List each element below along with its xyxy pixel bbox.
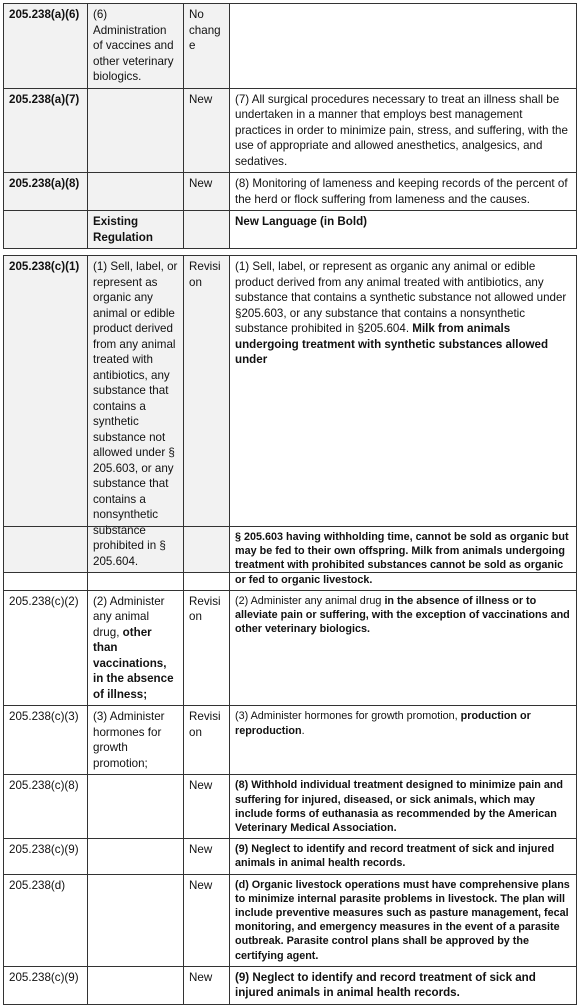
action-cell: New bbox=[184, 88, 230, 173]
action-cell: New bbox=[184, 966, 230, 1004]
new-language-plain: (3) Administer hormones for growth promotion, bbox=[235, 710, 458, 723]
table-row bbox=[4, 527, 577, 591]
table-row bbox=[4, 706, 577, 775]
existing-cell bbox=[88, 839, 184, 874]
action-cell: New bbox=[184, 173, 230, 211]
table-row bbox=[4, 590, 577, 706]
section-cell: 205.238(c)(3) bbox=[4, 706, 88, 775]
existing-plain: (2) Administer any animal drug, bbox=[93, 594, 165, 639]
header-section-cell bbox=[4, 211, 88, 249]
new-language-cell: (d) Organic livestock operations must have comprehensive plans to minimize internal parasite problems in livestock. The plan will include preventive measures such as pasture management, fecal monitoring, and emergency measures in the event of a parasite outbreak. Parasite control plans shall be approved by the certifying agent. bbox=[230, 874, 577, 966]
action-cell: New bbox=[184, 775, 230, 839]
table-row bbox=[4, 839, 577, 874]
existing-cell bbox=[88, 966, 184, 1004]
new-language-plain: (2) Administer any animal drug bbox=[235, 594, 382, 607]
new-language-bold: § 205.603 having withholding time, cannot be sold as organic but may be fed to their own offspring. Milk from animals undergoing treatment with prohibited substances cannot be sold as organic or fed to organic livestock. bbox=[235, 531, 569, 586]
table-row bbox=[4, 4, 577, 89]
new-language-cell: (8) Monitoring of lameness and keeping records of the percent of the herd or flock suffering from lameness and the causes. bbox=[230, 173, 577, 211]
action-cell: New bbox=[184, 839, 230, 874]
existing-cell bbox=[88, 874, 184, 966]
new-language-bold: production or reproduction bbox=[235, 710, 531, 737]
section-cell: 205.238(a)(8) bbox=[4, 173, 88, 211]
table-row bbox=[4, 966, 577, 1004]
existing-cell bbox=[88, 775, 184, 839]
action-cell: New bbox=[184, 874, 230, 966]
regulation-table-part3 bbox=[3, 526, 577, 1005]
table-header-row bbox=[4, 211, 577, 249]
existing-cell: (6) Administration of vaccines and other veterinary biologics. bbox=[88, 4, 184, 89]
action-cell: Revision bbox=[184, 590, 230, 706]
new-language-plain: (1) Sell, label, or represent as organic any animal or edible product derived from any animal treated with antibiotics, any substance that contains a synthetic substance not allowed under §205.603, or any substance that contains a nonsynthetic substance prohibited in §205.604. bbox=[235, 260, 567, 335]
new-language-cell: (9) Neglect to identify and record treatment of sick and injured animals in animal health records. bbox=[230, 966, 577, 1004]
new-language-bold: Milk from animals undergoing treatment with synthetic substances allowed under bbox=[235, 322, 549, 366]
existing-bold: other than vaccinations, in the absence of illness; bbox=[93, 625, 174, 701]
new-language-cell bbox=[230, 527, 577, 591]
existing-cell bbox=[88, 590, 184, 706]
header-action-cell bbox=[184, 211, 230, 249]
existing-cell bbox=[88, 88, 184, 173]
new-language-cell: (7) All surgical procedures necessary to treat an illness shall be undertaken in a manner that employs best management practices in order to minimize pain, stress, and suffering, with the use of appropriate and allowed anesthetics, analgesics, and sedatives. bbox=[230, 88, 577, 173]
table-row bbox=[4, 874, 577, 966]
new-language-cell bbox=[230, 590, 577, 706]
action-cell: Revision bbox=[184, 706, 230, 775]
new-language-cell: (8) Withhold individual treatment designed to minimize pain and suffering for injured, diseased, or sick animals, which may include forms of euthanasia as recommended by the American Veterinary Medical Association. bbox=[230, 775, 577, 839]
section-cell: 205.238(c)(2) bbox=[4, 590, 88, 706]
section-cell: 205.238(a)(6) bbox=[4, 4, 88, 89]
section-cell: 205.238(a)(7) bbox=[4, 88, 88, 173]
table-row bbox=[4, 173, 577, 211]
new-language-bold: in the absence of illness or to alleviate pain or suffering, with the exception of vaccinations and other veterinary biologics. bbox=[235, 594, 570, 636]
new-language-cell: (9) Neglect to identify and record treatment of sick and injured animals in animal health records. bbox=[230, 839, 577, 874]
section-cell: 205.238(c)(8) bbox=[4, 775, 88, 839]
existing-cell bbox=[88, 527, 184, 591]
section-cell bbox=[4, 527, 88, 591]
new-language-cell bbox=[230, 256, 577, 573]
new-language-tail: . bbox=[301, 724, 305, 737]
table-row bbox=[4, 775, 577, 839]
section-cell: 205.238(d) bbox=[4, 874, 88, 966]
action-cell: No change bbox=[184, 4, 230, 89]
existing-cell bbox=[88, 173, 184, 211]
header-new-language: New Language (in Bold) bbox=[230, 211, 577, 249]
table-row bbox=[4, 88, 577, 173]
action-cell: Revision bbox=[184, 256, 230, 573]
regulation-table-part1 bbox=[3, 3, 577, 249]
header-existing-regulation: Existing Regulation bbox=[88, 211, 184, 249]
section-cell: 205.238(c)(1) bbox=[4, 256, 88, 573]
new-language-cell bbox=[230, 4, 577, 89]
section-cell: 205.238(c)(9) bbox=[4, 966, 88, 1004]
existing-cell: (1) Sell, label, or represent as organic any animal or edible product derived from any animal treated with antibiotics, any substance that contains a synthetic substance not allowed under § 205.603, or any substance that contains a nonsynthetic substance prohibited in § 205.604. bbox=[88, 256, 184, 573]
table-row bbox=[4, 256, 577, 573]
new-language-cell bbox=[230, 706, 577, 775]
action-cell bbox=[184, 527, 230, 591]
section-cell: 205.238(c)(9) bbox=[4, 839, 88, 874]
existing-cell: (3) Administer hormones for growth promotion; bbox=[88, 706, 184, 775]
